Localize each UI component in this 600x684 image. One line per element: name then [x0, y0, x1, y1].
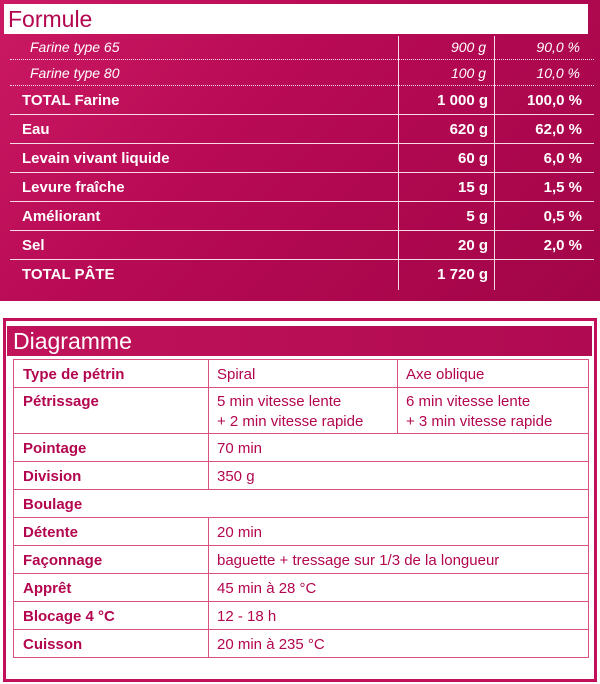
step-value: Axe oblique: [398, 360, 589, 388]
ingredient-quantity: 15 g: [457, 179, 488, 196]
diagramme-table: [13, 359, 589, 658]
table-row: [0, 231, 600, 260]
table-row: [14, 518, 589, 546]
step-label: Blocage 4 °C: [14, 602, 209, 630]
ingredient-percentage: 6,0 %: [543, 150, 582, 167]
ingredient-name: TOTAL Farine: [22, 92, 120, 109]
step-value: baguette + tressage sur 1/3 de la longueur: [209, 546, 589, 574]
ingredient-name: TOTAL PÂTE: [22, 266, 115, 283]
step-value: 70 min: [209, 434, 589, 462]
table-row: [14, 490, 589, 518]
step-value: Spiral: [209, 360, 398, 388]
step-value-line: + 2 min vitesse rapide: [217, 413, 364, 430]
ingredient-percentage: 1,5 %: [543, 179, 582, 196]
table-row: [14, 462, 589, 490]
ingredient-quantity: 1 000 g: [437, 92, 488, 109]
step-label: Pétrissage: [14, 388, 209, 434]
ingredient-name: Farine type 65: [30, 39, 120, 55]
ingredient-name: Améliorant: [22, 208, 101, 225]
table-row: [0, 60, 600, 86]
table-row: [0, 173, 600, 202]
ingredient-quantity: 900 g: [450, 39, 486, 55]
table-row: [0, 34, 600, 60]
ingredient-quantity: 5 g: [466, 208, 488, 225]
table-row: [0, 115, 600, 144]
ingredient-percentage: 90,0 %: [536, 39, 580, 55]
ingredient-quantity: 1 720 g: [437, 266, 488, 283]
ingredient-percentage: 62,0 %: [535, 121, 582, 138]
step-label: Boulage: [14, 490, 589, 518]
step-label: Détente: [14, 518, 209, 546]
ingredient-percentage: 2,0 %: [543, 237, 582, 254]
ingredient-quantity: 20 g: [457, 237, 488, 254]
ingredient-quantity: 60 g: [457, 150, 488, 167]
diagramme-panel: [3, 318, 597, 682]
step-label: Apprêt: [14, 574, 209, 602]
ingredient-name: Sel: [22, 237, 45, 254]
step-label: Façonnage: [14, 546, 209, 574]
step-value: [398, 388, 589, 434]
step-value: 45 min à 28 °C: [209, 574, 589, 602]
table-row: [14, 602, 589, 630]
step-value-line: 5 min vitesse lente: [217, 393, 342, 410]
table-row: [14, 434, 589, 462]
step-label: Pointage: [14, 434, 209, 462]
table-row: [14, 388, 589, 434]
table-row: [14, 630, 589, 658]
step-label: Division: [14, 462, 209, 490]
step-value: 20 min: [209, 518, 589, 546]
table-row: [14, 360, 589, 388]
ingredient-percentage: 10,0 %: [536, 65, 580, 81]
ingredient-name: Levain vivant liquide: [22, 150, 170, 167]
ingredient-percentage: 0,5 %: [543, 208, 582, 225]
step-value: 350 g: [209, 462, 589, 490]
diagramme-title: Diagramme: [7, 326, 592, 356]
ingredient-name: Eau: [22, 121, 50, 138]
table-row: [0, 202, 600, 231]
step-label: Cuisson: [14, 630, 209, 658]
step-value: 20 min à 235 °C: [209, 630, 589, 658]
table-row: [0, 144, 600, 173]
ingredient-quantity: 100 g: [450, 65, 486, 81]
table-row: [14, 546, 589, 574]
step-value-line: 6 min vitesse lente: [406, 393, 531, 410]
table-row: [14, 574, 589, 602]
ingredient-name: Farine type 80: [30, 65, 120, 81]
table-row-total: [0, 260, 600, 289]
formule-table: [0, 34, 600, 289]
ingredient-name: Levure fraîche: [22, 179, 125, 196]
step-value: 12 - 18 h: [209, 602, 589, 630]
ingredient-quantity: 620 g: [449, 121, 488, 138]
formule-panel: [0, 0, 600, 301]
table-row: [0, 86, 600, 115]
step-value: [209, 388, 398, 434]
step-label: Type de pétrin: [14, 360, 209, 388]
ingredient-percentage: 100,0 %: [526, 92, 582, 109]
step-value-line: + 3 min vitesse rapide: [406, 413, 553, 430]
formule-title: Formule: [4, 4, 588, 34]
